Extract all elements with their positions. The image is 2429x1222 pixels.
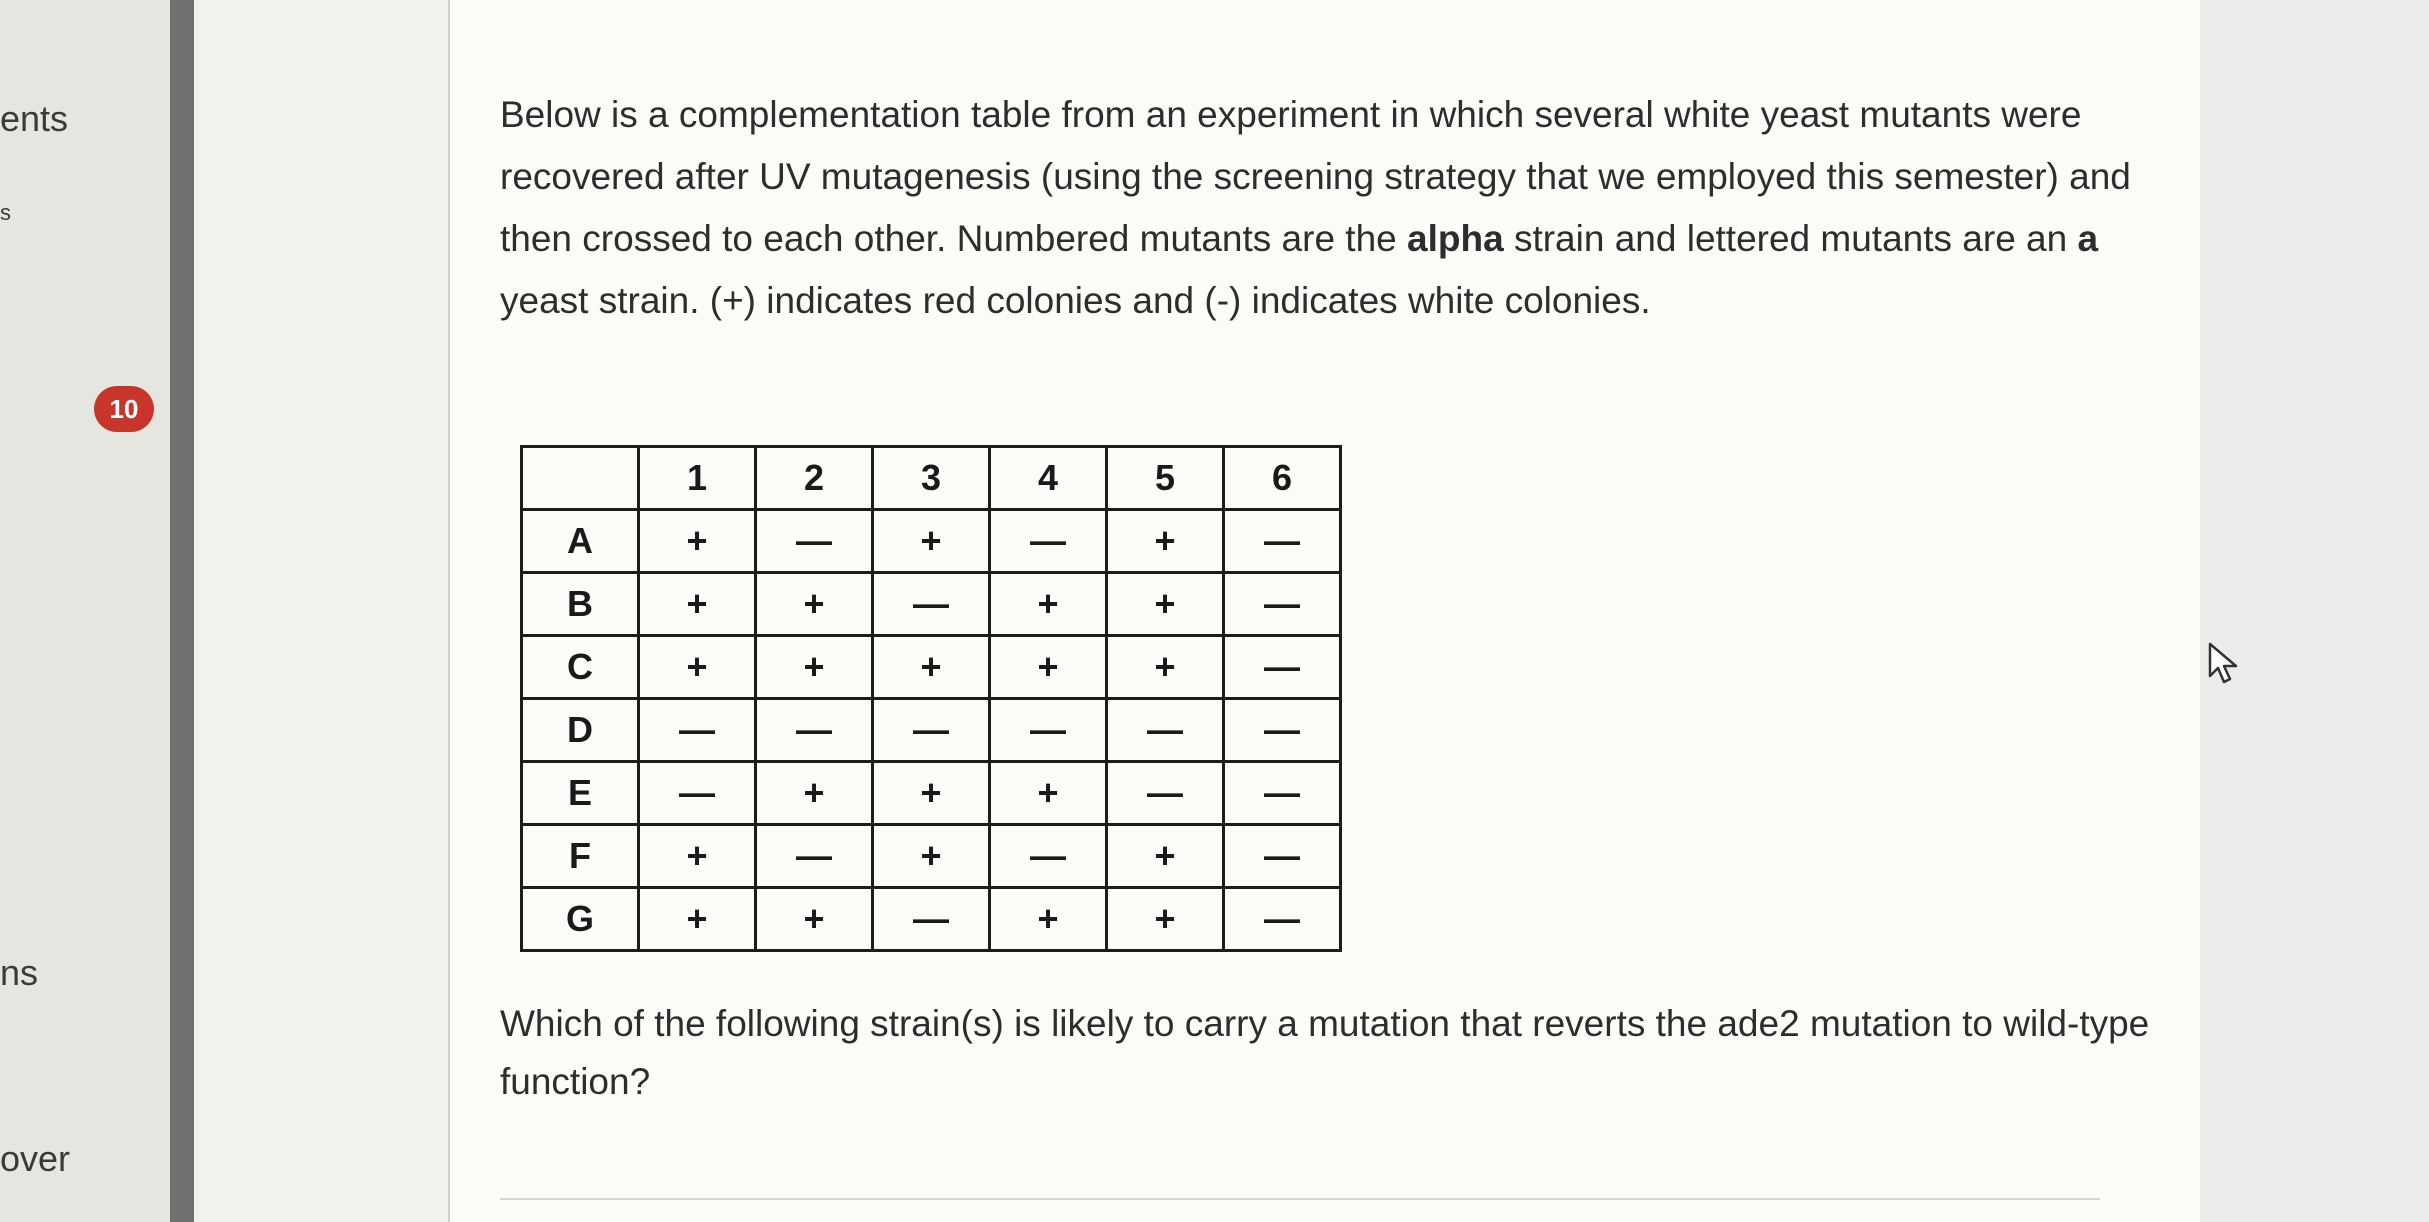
table-cell: —	[873, 699, 990, 762]
table-cell: +	[639, 825, 756, 888]
table-cell: +	[1107, 888, 1224, 951]
table-cell: —	[756, 510, 873, 573]
table-cell: +	[756, 636, 873, 699]
column-header: 3	[873, 447, 990, 510]
table-cell: —	[1224, 762, 1341, 825]
table-cell: —	[1224, 573, 1341, 636]
question-panel	[448, 0, 2202, 1222]
table-row	[522, 573, 1341, 636]
row-header: C	[522, 636, 639, 699]
column-header: 4	[990, 447, 1107, 510]
table-cell: +	[873, 762, 990, 825]
prompt-text-1: Below is a complementation table from an experiment in which several white yeast mutants were recovered after UV mutagenesis (using the screening strategy that we employed this semester) and then crossed to each other. Numbered mutants are the	[500, 94, 2131, 259]
table-cell: +	[1107, 825, 1224, 888]
table-cell: +	[873, 636, 990, 699]
row-header: F	[522, 825, 639, 888]
table-cell: +	[639, 510, 756, 573]
complementation-table	[520, 445, 1342, 952]
table-cell: +	[639, 888, 756, 951]
column-header: 6	[1224, 447, 1341, 510]
table-cell: +	[990, 762, 1107, 825]
row-header: E	[522, 762, 639, 825]
prompt-text-2: strain and lettered mutants are an	[1503, 218, 2078, 259]
table-cell: —	[873, 888, 990, 951]
table-cell: +	[756, 573, 873, 636]
question-text: Which of the following strain(s) is likely to carry a mutation that reverts the ade2 mutation to wild-type function?	[500, 1003, 2150, 1102]
table-row	[522, 762, 1341, 825]
table-cell: +	[639, 573, 756, 636]
table-cell: +	[756, 762, 873, 825]
table-row	[522, 510, 1341, 573]
table-row	[522, 636, 1341, 699]
table-cell: —	[873, 573, 990, 636]
row-header: B	[522, 573, 639, 636]
sidebar-divider	[170, 0, 194, 1222]
question-gutter	[194, 0, 448, 1222]
table-row	[522, 825, 1341, 888]
prompt-a: a	[2077, 218, 2099, 259]
table-cell: —	[990, 825, 1107, 888]
table-header-row	[522, 447, 1341, 510]
table-row	[522, 699, 1341, 762]
question-prompt	[500, 84, 2150, 332]
nav-item-rubric-over[interactable]: over	[0, 1138, 71, 1179]
table-cell: +	[990, 888, 1107, 951]
table-cell: +	[990, 573, 1107, 636]
table-cell: —	[756, 699, 873, 762]
column-header: 2	[756, 447, 873, 510]
table-cell: +	[873, 825, 990, 888]
nav-item-discussions[interactable]: ns	[0, 952, 39, 993]
nav-item-partial[interactable]: s	[0, 200, 11, 225]
table-cell: +	[756, 888, 873, 951]
table-cell: —	[1224, 825, 1341, 888]
table-cell: +	[1107, 510, 1224, 573]
table-cell: —	[756, 825, 873, 888]
row-header: A	[522, 510, 639, 573]
table-cell: +	[1107, 573, 1224, 636]
prompt-alpha: alpha	[1407, 218, 1504, 259]
table-cell: —	[990, 510, 1107, 573]
table-cell: +	[1107, 636, 1224, 699]
right-margin	[2200, 0, 2429, 1222]
table-cell: +	[990, 636, 1107, 699]
table-cell: —	[1224, 888, 1341, 951]
table-cell: —	[1107, 762, 1224, 825]
table-cell: —	[1224, 699, 1341, 762]
table-cell: +	[639, 636, 756, 699]
column-header: 5	[1107, 447, 1224, 510]
table-cell: —	[1224, 510, 1341, 573]
column-header: 1	[639, 447, 756, 510]
nav-item-assignments[interactable]: ents	[0, 98, 69, 139]
table-cell: —	[990, 699, 1107, 762]
table-corner-cell	[522, 447, 639, 510]
mouse-pointer-icon	[2208, 642, 2242, 684]
section-divider	[500, 1198, 2100, 1200]
row-header: G	[522, 888, 639, 951]
table-cell: —	[1224, 636, 1341, 699]
table-cell: —	[639, 762, 756, 825]
table-cell: +	[873, 510, 990, 573]
table-cell: —	[1107, 699, 1224, 762]
prompt-text-3: yeast strain. (+) indicates red colonies and (-) indicates white colonies.	[500, 280, 1651, 321]
question-number-badge: 10	[94, 386, 154, 432]
row-header: D	[522, 699, 639, 762]
table-row	[522, 888, 1341, 951]
course-nav-sidebar	[0, 0, 170, 1222]
table-cell: —	[639, 699, 756, 762]
